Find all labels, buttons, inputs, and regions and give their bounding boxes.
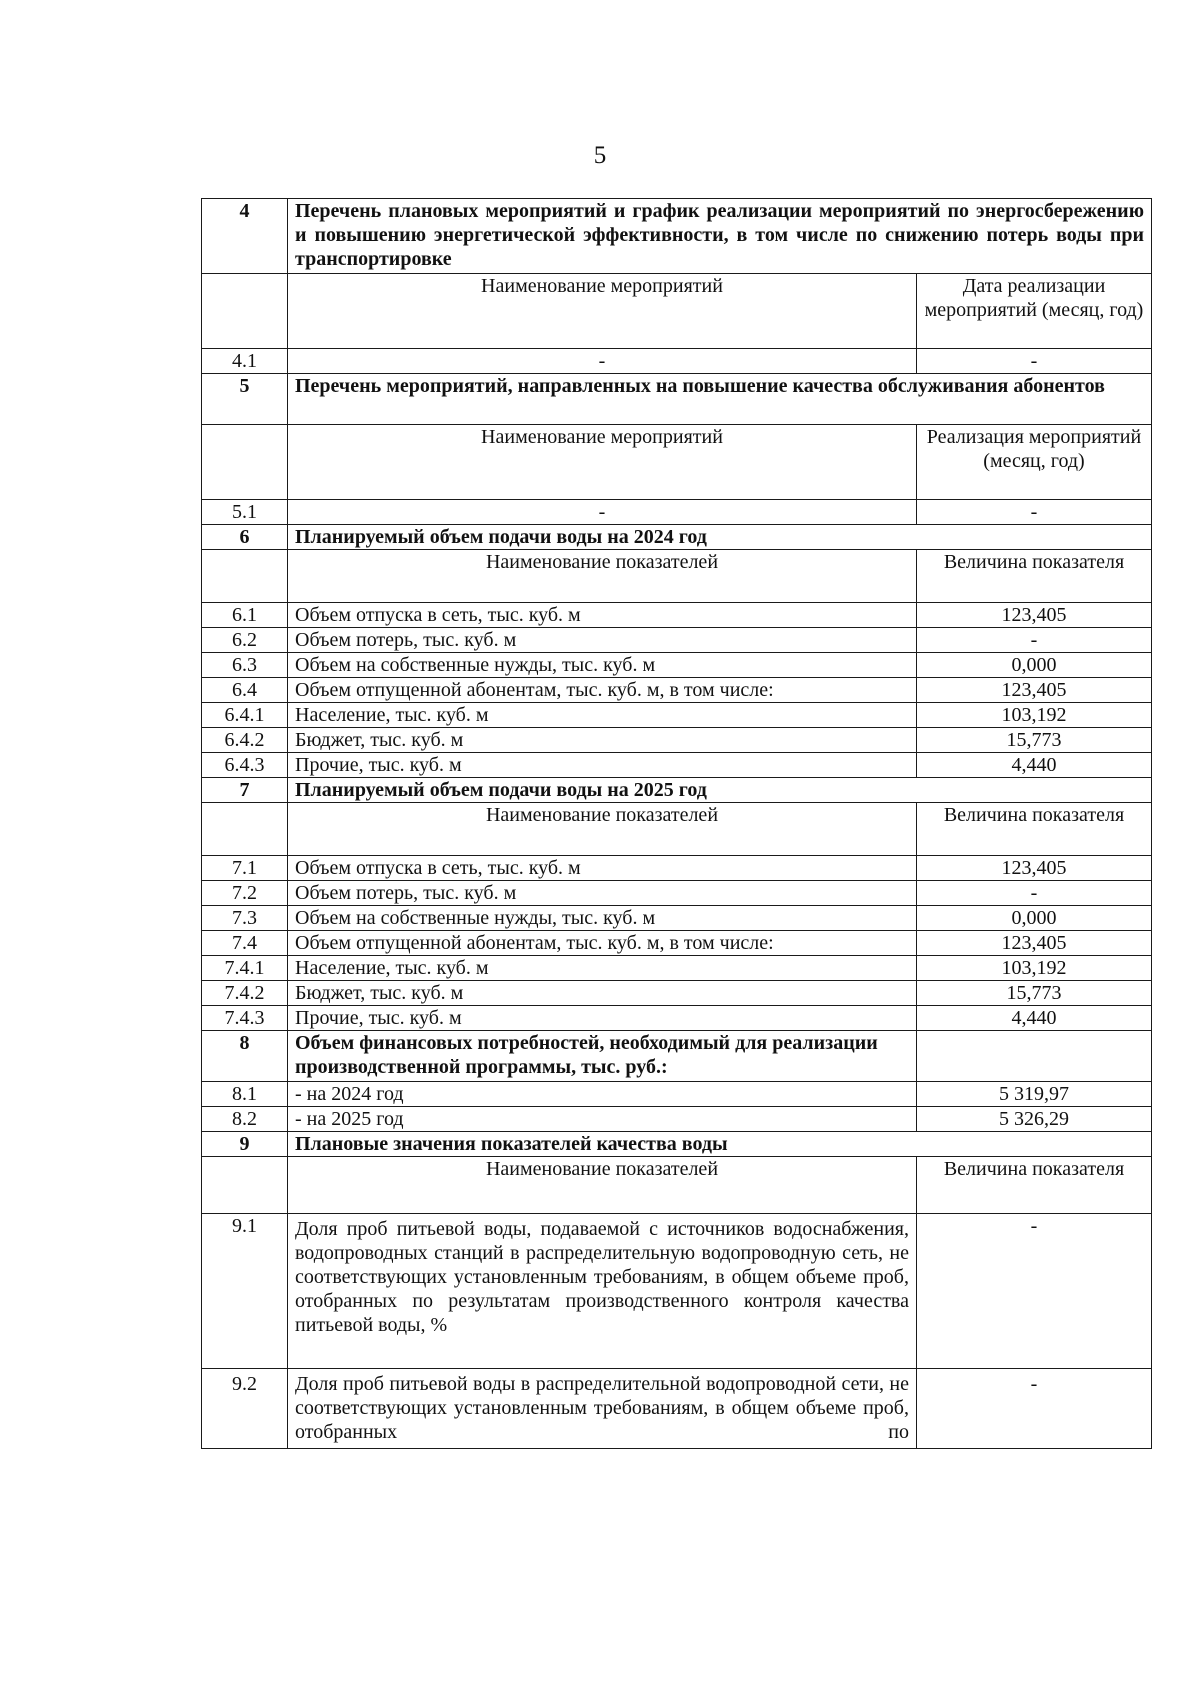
row-name: Объем потерь, тыс. куб. м: [288, 628, 917, 653]
empty-cell: [202, 550, 288, 603]
row-name: Объем отпущенной абонентам, тыс. куб. м, в том числе:: [288, 931, 917, 956]
row-number: 6.4.3: [202, 753, 288, 778]
row-name: Прочие, тыс. куб. м: [288, 753, 917, 778]
row-number: 6.3: [202, 653, 288, 678]
row-name: Население, тыс. куб. м: [288, 956, 917, 981]
row-number: 9.1: [202, 1214, 288, 1369]
row-name: Бюджет, тыс. куб. м: [288, 728, 917, 753]
row-name: - на 2025 год: [288, 1107, 917, 1132]
section-title: Перечень мероприятий, направленных на повышение качества обслуживания абонентов: [288, 374, 1152, 425]
column-value-header: Величина показателя: [917, 550, 1152, 603]
row-name: Объем отпущенной абонентам, тыс. куб. м, в том числе:: [288, 678, 917, 703]
row-number: 7.4.1: [202, 956, 288, 981]
column-value-header: Величина показателя: [917, 1157, 1152, 1214]
row-value: 123,405: [917, 678, 1152, 703]
table-row: [202, 1107, 1152, 1132]
column-header-row: [202, 550, 1152, 603]
empty-cell: [202, 425, 288, 500]
row-name: Объем на собственные нужды, тыс. куб. м: [288, 653, 917, 678]
empty-cell: [202, 274, 288, 349]
row-value: 123,405: [917, 856, 1152, 881]
row-number: 7.2: [202, 881, 288, 906]
row-value: -: [917, 1214, 1152, 1369]
column-value-header: Дата реализации мероприятий (месяц, год): [917, 274, 1152, 349]
table-row: [202, 753, 1152, 778]
row-number: 8.1: [202, 1082, 288, 1107]
section-number: 8: [202, 1031, 288, 1082]
row-value: 0,000: [917, 906, 1152, 931]
row-value: 4,440: [917, 1006, 1152, 1031]
table-row: [202, 628, 1152, 653]
column-value-header: Реализация мероприятий (месяц, год): [917, 425, 1152, 500]
table-row: [202, 881, 1152, 906]
section-title: Планируемый объем подачи воды на 2025 год: [288, 778, 1152, 803]
row-name: Бюджет, тыс. куб. м: [288, 981, 917, 1006]
table-row: [202, 703, 1152, 728]
row-value: 15,773: [917, 728, 1152, 753]
row-value: 5 326,29: [917, 1107, 1152, 1132]
row-number: 6.1: [202, 603, 288, 628]
row-name: Объем на собственные нужды, тыс. куб. м: [288, 906, 917, 931]
section-7-header: [202, 778, 1152, 803]
row-value: -: [917, 881, 1152, 906]
table-row: [202, 931, 1152, 956]
table-row: [202, 906, 1152, 931]
table-row: [202, 500, 1152, 525]
page-number: 5: [593, 142, 607, 169]
row-value: 103,192: [917, 956, 1152, 981]
row-value: 4,440: [917, 753, 1152, 778]
empty-cell: [917, 1031, 1152, 1082]
row-name: Население, тыс. куб. м: [288, 703, 917, 728]
row-value: -: [917, 1369, 1152, 1449]
table-row: [202, 678, 1152, 703]
column-header-row: [202, 803, 1152, 856]
row-value: -: [917, 349, 1152, 374]
row-name: Доля проб питьевой воды, подаваемой с источников водоснабжения, водопроводных станций в распределительную водопроводную сеть, не соответствующих установленным требованиям, в общем объеме проб, отобранных по результатам производственного контроля качества питьевой воды, %: [288, 1214, 917, 1369]
column-name-header: Наименование показателей: [288, 1157, 917, 1214]
row-number: 6.2: [202, 628, 288, 653]
row-number: 4.1: [202, 349, 288, 374]
row-value: 15,773: [917, 981, 1152, 1006]
section-number: 6: [202, 525, 288, 550]
column-header-row: [202, 425, 1152, 500]
section-title: Плановые значения показателей качества воды: [288, 1132, 1152, 1157]
row-value: -: [917, 628, 1152, 653]
row-value: 123,405: [917, 931, 1152, 956]
row-name: Объем отпуска в сеть, тыс. куб. м: [288, 603, 917, 628]
section-6-header: [202, 525, 1152, 550]
row-number: 8.2: [202, 1107, 288, 1132]
row-name: Доля проб питьевой воды в распределительной водопроводной сети, не соответствующих установленным требованиям, в общем объеме проб, отобранных по: [288, 1369, 917, 1449]
table-row: [202, 956, 1152, 981]
column-name-header: Наименование показателей: [288, 803, 917, 856]
row-name: Объем отпуска в сеть, тыс. куб. м: [288, 856, 917, 881]
table-row: [202, 856, 1152, 881]
column-name-header: Наименование мероприятий: [288, 425, 917, 500]
row-number: 7.4: [202, 931, 288, 956]
section-number: 4: [202, 199, 288, 274]
row-value: 103,192: [917, 703, 1152, 728]
empty-cell: [202, 803, 288, 856]
row-number: 5.1: [202, 500, 288, 525]
column-header-row: [202, 1157, 1152, 1214]
row-name: Объем потерь, тыс. куб. м: [288, 881, 917, 906]
row-number: 7.4.2: [202, 981, 288, 1006]
table-row: [202, 1214, 1152, 1369]
program-table: [201, 198, 1152, 1449]
row-number: 7.1: [202, 856, 288, 881]
row-name: Прочие, тыс. куб. м: [288, 1006, 917, 1031]
column-name-header: Наименование мероприятий: [288, 274, 917, 349]
section-9-header: [202, 1132, 1152, 1157]
section-number: 7: [202, 778, 288, 803]
table-row: [202, 728, 1152, 753]
row-number: 6.4.2: [202, 728, 288, 753]
row-name: -: [288, 349, 917, 374]
section-8-header: [202, 1031, 1152, 1082]
row-name: -: [288, 500, 917, 525]
row-number: 7.3: [202, 906, 288, 931]
empty-cell: [202, 1157, 288, 1214]
row-value: 0,000: [917, 653, 1152, 678]
table-row: [202, 653, 1152, 678]
table-row: [202, 349, 1152, 374]
table-row: [202, 1006, 1152, 1031]
column-name-header: Наименование показателей: [288, 550, 917, 603]
row-number: 7.4.3: [202, 1006, 288, 1031]
row-number: 6.4.1: [202, 703, 288, 728]
column-header-row: [202, 274, 1152, 349]
section-title: Объем финансовых потребностей, необходимый для реализации производственной программы, тыс. руб.:: [288, 1031, 917, 1082]
row-number: 6.4: [202, 678, 288, 703]
section-title: Планируемый объем подачи воды на 2024 год: [288, 525, 1152, 550]
section-number: 5: [202, 374, 288, 425]
table-row: [202, 1082, 1152, 1107]
row-value: -: [917, 500, 1152, 525]
section-title: Перечень плановых мероприятий и график реализации мероприятий по энергосбережению и повышению энергетической эффективности, в том числе по снижению потерь воды при транспортировке: [288, 199, 1152, 274]
table-row: [202, 1369, 1152, 1449]
row-name: - на 2024 год: [288, 1082, 917, 1107]
section-4-header: [202, 199, 1152, 274]
table-row: [202, 603, 1152, 628]
column-value-header: Величина показателя: [917, 803, 1152, 856]
row-value: 5 319,97: [917, 1082, 1152, 1107]
row-value: 123,405: [917, 603, 1152, 628]
section-number: 9: [202, 1132, 288, 1157]
row-number: 9.2: [202, 1369, 288, 1449]
section-5-header: [202, 374, 1152, 425]
table-row: [202, 981, 1152, 1006]
